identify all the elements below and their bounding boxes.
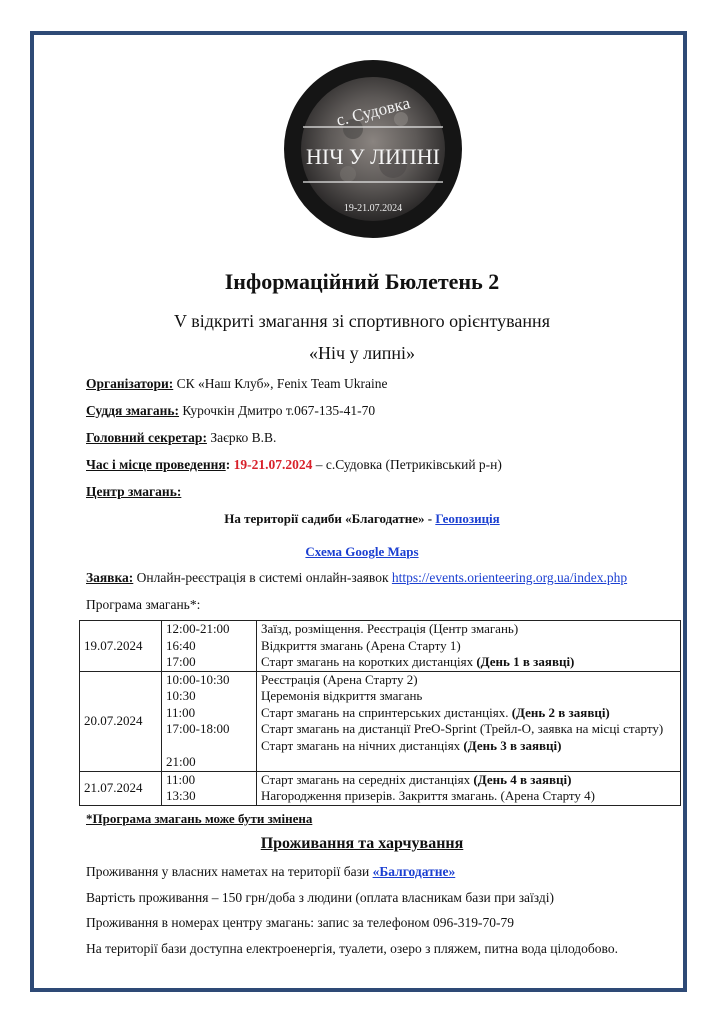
registration-link[interactable]: https://events.orienteering.org.ua/index.php	[391, 570, 628, 585]
center-label: Центр змагань:	[86, 484, 182, 499]
geoposition-link[interactable]: Геопозиція	[435, 511, 500, 526]
program-row	[80, 771, 681, 805]
activity-day-code: (День 3 в заявці)	[463, 737, 562, 753]
activity-text: Старт змагань на коротких дистанціях	[261, 654, 477, 669]
tents-text: Проживання у власних наметах на території бази	[86, 864, 373, 879]
activity-day-code: (День 1 в заявці)	[476, 654, 575, 669]
program-activities	[257, 771, 681, 805]
activity-text: Церемонія відкриття змагань	[261, 688, 423, 703]
program-time: 16:40	[166, 637, 196, 653]
program-activity	[261, 788, 676, 805]
application-line	[86, 570, 627, 586]
activity-day-code: (День 4 в заявці)	[473, 771, 572, 787]
judge-line	[86, 403, 375, 419]
maps-line	[0, 544, 724, 560]
activity-text: Старт змагань на дистанції PreO-Sprint (Трейл-О, заявка на місці старту)	[261, 721, 664, 736]
judge-label: Суддя змагань:	[86, 403, 180, 418]
secretary-value: Заєрко В.В.	[206, 430, 277, 445]
program-times	[162, 621, 257, 672]
activity-day-code: (День 2 в заявці)	[511, 704, 610, 720]
secretary-label: Головний секретар:	[86, 430, 207, 445]
judge-value: Курочкін Дмитро т.067-135-41-70	[179, 403, 376, 418]
territory-line	[0, 511, 724, 527]
base-link[interactable]: «Балгодатне»	[372, 864, 456, 879]
amenities-line: На території бази доступна електроенергія, туалети, озеро з пляжем, питна вода цілодобово.	[86, 941, 618, 956]
program-date: 20.07.2024	[80, 671, 162, 771]
program-activity	[261, 688, 676, 705]
program-activity	[261, 772, 676, 789]
program-activity	[261, 621, 676, 638]
accommodation-heading: Проживання та харчування	[260, 835, 464, 852]
competition-subtitle: V відкриті змагання зі спортивного орієнтування	[174, 311, 550, 331]
organizers-value: СК «Наш Клуб», Fenix Team Ukraine	[173, 376, 388, 391]
competition-name: «Ніч у липні»	[309, 343, 415, 363]
program-time: 17:00	[166, 654, 196, 669]
activity-text: Старт змагань на нічних дистанціях	[261, 737, 464, 753]
program-date: 19.07.2024	[80, 621, 162, 672]
time-place-label: Час і місце проведення	[86, 457, 226, 472]
program-row	[80, 671, 681, 771]
activity-text: Нагородження призерів. Закриття змагань. (Арена Старту 4)	[261, 788, 596, 803]
activity-text: Старт змагань на спринтерських дистанціях.	[261, 704, 512, 720]
program-activity	[261, 705, 676, 722]
time-place-colon: :	[225, 457, 231, 472]
program-times	[162, 771, 257, 805]
program-date: 21.07.2024	[80, 771, 162, 805]
application-text: Онлайн-реєстрація в системі онлайн-заявок	[133, 570, 392, 585]
center-line	[86, 484, 181, 500]
organizers-line	[86, 376, 387, 392]
google-maps-link[interactable]: Схема Google Maps	[305, 544, 419, 559]
cost-line: Вартість проживання – 150 грн/доба з людини (оплата власникам бази при заїзді)	[86, 890, 554, 905]
event-logo	[283, 59, 463, 239]
program-time: 13:30	[166, 788, 196, 803]
time-place-line	[86, 457, 502, 473]
activity-text: Заїзд, розміщення. Реєстрація (Центр змагань)	[261, 621, 519, 636]
logo-dates: 19-21.07.2024	[343, 203, 403, 214]
bulletin-title: Інформаційний Бюлетень 2	[224, 269, 500, 294]
program-activity	[261, 672, 676, 689]
program-time: 17:00-18:00	[166, 721, 230, 736]
program-table	[79, 620, 681, 806]
program-activities	[257, 621, 681, 672]
activity-text: Реєстрація (Арена Старту 2)	[261, 671, 418, 687]
program-time: 11:00	[166, 771, 196, 787]
secretary-line	[86, 430, 276, 446]
program-activity	[261, 638, 676, 655]
program-time: 21:00	[166, 754, 196, 769]
application-label: Заявка:	[86, 570, 134, 585]
program-time	[166, 738, 252, 755]
program-note: *Програма змагань може бути змінена	[86, 811, 313, 826]
program-row	[80, 621, 681, 672]
territory-text: На території садиби «Благодатне» -	[224, 511, 436, 526]
organizers-label: Організатори:	[86, 376, 174, 391]
program-time: 10:00-10:30	[166, 671, 230, 687]
tents-line	[86, 864, 455, 880]
event-dates: 19-21.07.2024	[230, 457, 313, 472]
program-activity	[261, 654, 676, 671]
activity-text: Старт змагань на середніх дистанціях	[261, 771, 474, 787]
logo-name: НІЧ У ЛИПНІ	[306, 144, 440, 169]
program-time: 12:00-21:00	[166, 621, 230, 636]
program-times	[162, 671, 257, 771]
program-label: Програма змагань*:	[86, 597, 201, 612]
program-activity	[261, 721, 676, 738]
program-activities	[257, 671, 681, 771]
activity-text: Відкриття змагань (Арена Старту 1)	[261, 637, 461, 653]
logo-village: с. Судовка	[334, 93, 412, 130]
program-activity	[261, 738, 676, 755]
event-place: – с.Судовка (Петриківський р-н)	[312, 457, 502, 472]
rooms-line: Проживання в номерах центру змагань: запис за телефоном 096-319-70-79	[86, 915, 514, 930]
program-time: 11:00	[166, 704, 196, 720]
program-time: 10:30	[166, 688, 196, 703]
